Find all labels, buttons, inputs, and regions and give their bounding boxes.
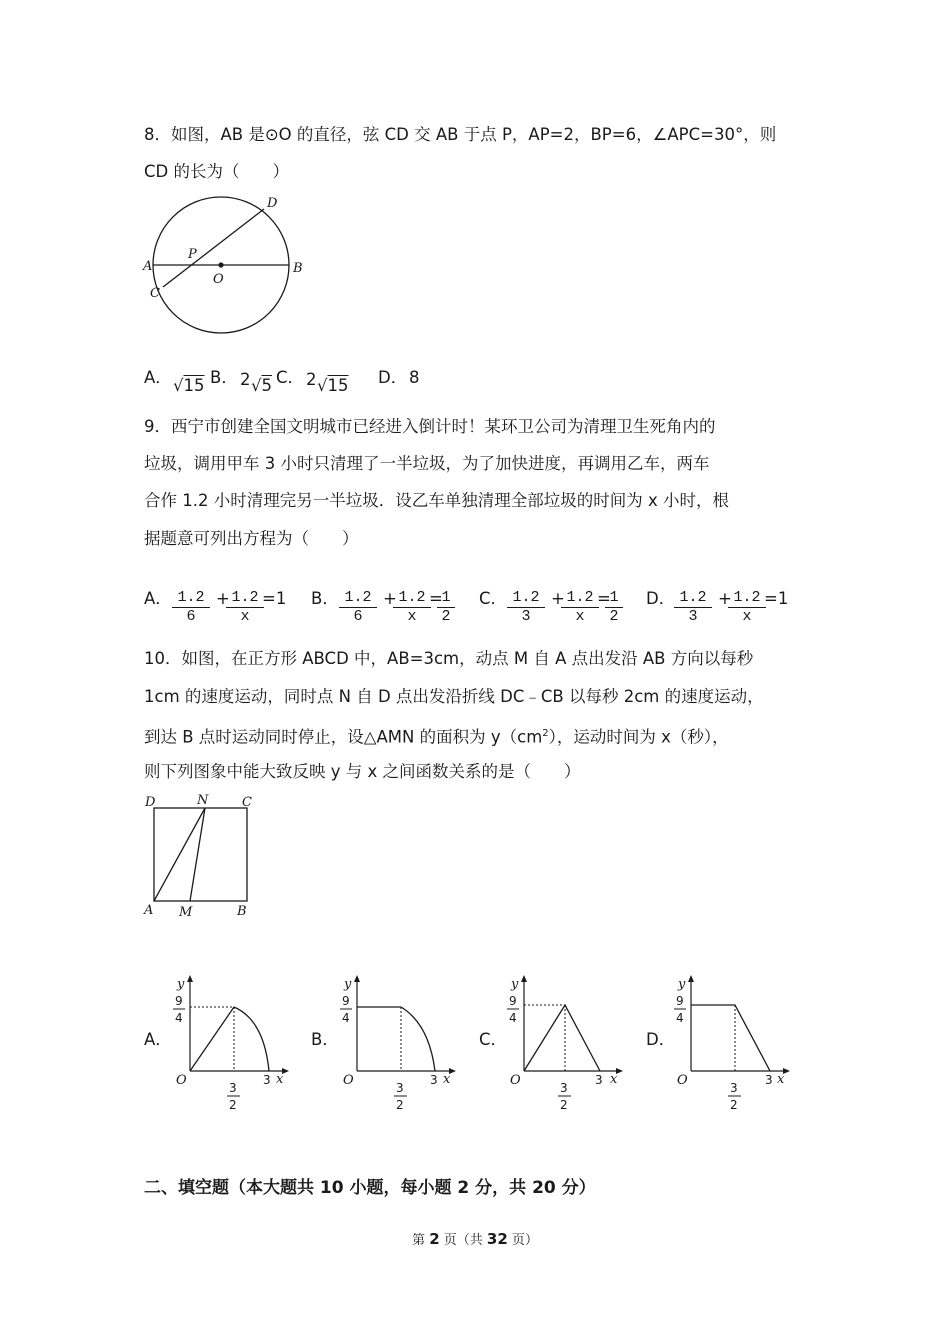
q9-b-frac1 xyxy=(339,589,377,626)
q9-option-a-label: A． xyxy=(144,589,172,608)
frac-den: 6 xyxy=(353,608,363,625)
axis-y-label: y xyxy=(678,977,686,992)
q10-square-figure xyxy=(140,790,260,920)
q10-line3 xyxy=(144,723,729,749)
y-tick-den: 4 xyxy=(342,1011,350,1025)
x-end-label: 3 xyxy=(263,1073,271,1087)
q8-option-c-value: √15 xyxy=(317,376,349,395)
curve-segment-2 xyxy=(234,1007,269,1071)
q9-d-plus: + xyxy=(718,589,732,608)
axis-x-label: x xyxy=(276,1072,284,1087)
frac-num: 1 xyxy=(437,589,455,608)
frac-num: 1 xyxy=(605,589,623,608)
frac-den: 2 xyxy=(441,608,451,625)
label-d: D xyxy=(267,196,278,211)
q8-option-c-label: C． xyxy=(276,368,305,387)
q8-b-coef: 2 xyxy=(240,370,251,389)
page-footer xyxy=(0,1229,950,1248)
axis-x-label: x xyxy=(610,1072,618,1087)
curve-segment-1 xyxy=(190,1007,234,1071)
origin-label: O xyxy=(677,1073,688,1088)
axis-x-label: x xyxy=(777,1072,785,1087)
curve-triangle xyxy=(524,1005,600,1071)
footer-pre: 第 xyxy=(412,1233,426,1248)
q10-line4: 则下列图象中能大致反映 y 与 x 之间函数关系的是（ ） xyxy=(144,762,581,781)
q9-line4: 据题意可列出方程为（ ） xyxy=(144,529,359,548)
graph-a xyxy=(168,968,298,1118)
q10-line3-a: 到达 B 点时运动同时停止，设△AMN 的面积为 y（cm xyxy=(144,727,543,747)
q8-option-d-value: 8 xyxy=(409,368,420,387)
q9-c-plus: + xyxy=(551,589,565,608)
graph-c xyxy=(502,968,632,1118)
q9-c-eq: = xyxy=(597,589,611,608)
frac-den: x xyxy=(407,608,417,625)
frac-den: x xyxy=(575,608,585,625)
q10-option-b-label: B． xyxy=(311,1030,339,1049)
origin-label: O xyxy=(510,1073,521,1088)
y-tick-num: 9 xyxy=(342,994,350,1008)
label-b: B xyxy=(293,261,303,276)
frac-den: x xyxy=(742,608,752,625)
y-tick-num: 9 xyxy=(676,994,684,1008)
x-tick-den: 2 xyxy=(229,1098,237,1112)
label-m: M xyxy=(179,905,193,920)
q9-option-d-label: D． xyxy=(646,589,676,608)
q10-line3-sup: 2 xyxy=(542,728,549,739)
y-axis-arrow-icon xyxy=(521,975,527,982)
q9-line1: 9．西宁市创建全国文明城市已经进入倒计时！某环卫公司为清理卫生死角内的 xyxy=(144,417,716,436)
q9-c-frac1 xyxy=(507,589,545,626)
frac-num: 1.2 xyxy=(226,589,264,608)
q10-option-a-label: A． xyxy=(144,1030,172,1049)
label-c: C xyxy=(242,795,252,810)
x-tick-den: 2 xyxy=(560,1098,568,1112)
y-axis-arrow-icon xyxy=(354,975,360,982)
axis-x-label: x xyxy=(443,1072,451,1087)
q9-b-frac2 xyxy=(393,589,431,626)
q9-option-b-label: B． xyxy=(311,589,339,608)
q8-line2: CD 的长为（ ） xyxy=(144,162,289,181)
x-tick-num: 3 xyxy=(560,1081,568,1095)
frac-num: 1.2 xyxy=(674,589,712,608)
frac-num: 1.2 xyxy=(561,589,599,608)
axis-y-label: y xyxy=(177,977,185,992)
x-end-label: 3 xyxy=(595,1073,603,1087)
x-tick-num: 3 xyxy=(229,1081,237,1095)
footer-page-number: 2 xyxy=(429,1230,440,1248)
q8-option-b-label: B． xyxy=(210,368,238,387)
origin-label: O xyxy=(343,1073,354,1088)
q8-option-a-label: A． xyxy=(144,368,172,387)
footer-mid: 页（共 xyxy=(443,1233,483,1248)
q9-a-frac2 xyxy=(226,589,264,626)
label-d: D xyxy=(145,795,156,810)
frac-den: 2 xyxy=(609,608,619,625)
frac-num: 1.2 xyxy=(339,589,377,608)
q9-d-eq: =1 xyxy=(764,589,789,608)
q9-line2: 垃圾，调用甲车 3 小时只清理了一半垃圾，为了加快进度，再调用乙车，两车 xyxy=(144,454,710,473)
q8-option-b-value: √5 xyxy=(251,376,273,395)
frac-num: 1.2 xyxy=(172,589,210,608)
x-tick-num: 3 xyxy=(730,1081,738,1095)
q9-a-frac1 xyxy=(172,589,210,626)
x-tick-den: 2 xyxy=(730,1098,738,1112)
y-tick-den: 4 xyxy=(175,1011,183,1025)
x-end-label: 3 xyxy=(430,1073,438,1087)
frac-den: 3 xyxy=(688,608,698,625)
axis-y-label: y xyxy=(344,977,352,992)
q9-b-eq: = xyxy=(429,589,443,608)
y-axis-arrow-icon xyxy=(688,975,694,982)
q10-line3-b: ），运动时间为 x（秒）， xyxy=(548,727,729,747)
origin-label: O xyxy=(176,1073,187,1088)
frac-den: 6 xyxy=(186,608,196,625)
label-p: P xyxy=(188,247,197,262)
label-b: B xyxy=(237,904,247,919)
square-abcd xyxy=(154,808,247,901)
q8-a-radicand: 15 xyxy=(183,376,205,395)
q9-d-frac1 xyxy=(674,589,712,626)
q10-line2: 1cm 的速度运动，同时点 N 自 D 点出发沿折线 DC﹣CB 以每秒 2cm 的速度运动， xyxy=(144,687,764,706)
graph-d xyxy=(669,968,799,1118)
footer-post: 页） xyxy=(511,1233,538,1248)
x-tick-den: 2 xyxy=(396,1098,404,1112)
curve-trapezoid xyxy=(691,1005,770,1071)
label-o: O xyxy=(213,272,224,287)
footer-total-pages: 32 xyxy=(486,1230,508,1248)
q8-circle-figure xyxy=(140,188,320,338)
q9-b-rhs xyxy=(437,589,455,626)
q8-c-coef: 2 xyxy=(306,370,317,389)
frac-den: 3 xyxy=(521,608,531,625)
q9-line3: 合作 1.2 小时清理完另一半垃圾．设乙车单独清理全部垃圾的时间为 x 小时，根 xyxy=(144,491,729,510)
q10-option-d-label: D． xyxy=(646,1030,676,1049)
label-a: A xyxy=(143,259,153,274)
y-tick-den: 4 xyxy=(676,1011,684,1025)
center-point xyxy=(218,262,223,267)
q8-option-a-value: √15 xyxy=(173,376,205,395)
q10-option-c-label: C． xyxy=(479,1030,508,1049)
y-tick-num: 9 xyxy=(175,994,183,1008)
q8-c-radicand: 15 xyxy=(327,376,349,395)
frac-num: 1.2 xyxy=(393,589,431,608)
q9-c-frac2 xyxy=(561,589,599,626)
q9-a-eq: =1 xyxy=(262,589,287,608)
frac-den: x xyxy=(240,608,250,625)
q8-b-radicand: 5 xyxy=(261,376,273,395)
frac-num: 1.2 xyxy=(728,589,766,608)
axis-y-label: y xyxy=(511,977,519,992)
q9-a-plus: + xyxy=(216,589,230,608)
q9-c-rhs xyxy=(605,589,623,626)
label-a: A xyxy=(144,903,154,918)
y-axis-arrow-icon xyxy=(187,975,193,982)
q9-option-c-label: C． xyxy=(479,589,508,608)
q9-d-frac2 xyxy=(728,589,766,626)
x-tick-num: 3 xyxy=(396,1081,404,1095)
frac-num: 1.2 xyxy=(507,589,545,608)
graph-b xyxy=(335,968,465,1118)
curve-segment-2 xyxy=(401,1007,435,1071)
label-n: N xyxy=(197,793,209,808)
label-c: C xyxy=(150,286,160,301)
x-end-label: 3 xyxy=(765,1073,773,1087)
q8-option-d-label: D． xyxy=(378,368,408,387)
y-tick-num: 9 xyxy=(509,994,517,1008)
section-2-title: 二、填空题（本大题共 10 小题，每小题 2 分，共 20 分） xyxy=(144,1178,596,1198)
q8-line1: 8．如图，AB 是⊙O 的直径，弦 CD 交 AB 于点 P，AP=2，BP=6，∠APC=30°，则 xyxy=(144,125,777,144)
q9-b-plus: + xyxy=(383,589,397,608)
y-tick-den: 4 xyxy=(509,1011,517,1025)
q10-line1: 10．如图，在正方形 ABCD 中，AB=3cm，动点 M 自 A 点出发沿 AB 方向以每秒 xyxy=(144,649,754,668)
